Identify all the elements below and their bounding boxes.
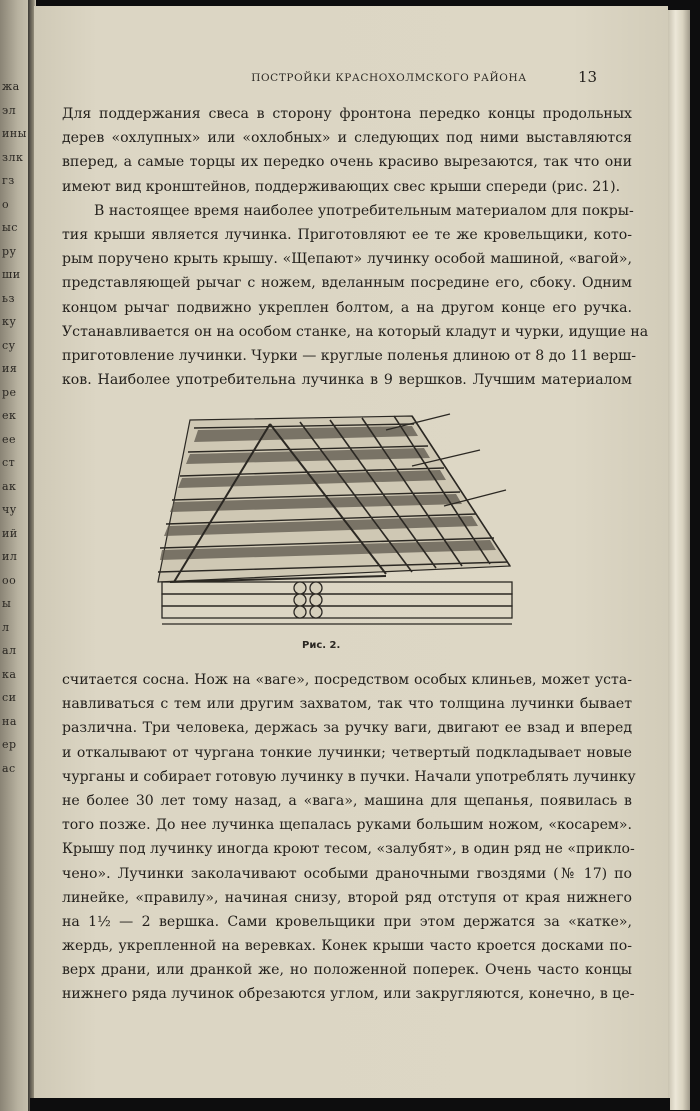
left-page-text-fragment: ыс (2, 221, 18, 234)
left-page-text-fragment: си (2, 691, 17, 704)
text-line: Устанавливается он на особом станке, на который кладут и чурки, идущие на (62, 323, 649, 340)
left-page-text-fragment: ши (2, 268, 21, 281)
left-page-text-fragment: ас (2, 761, 16, 775)
text-line: приготовление лучинки. Чурки — круглые поленья длиною от 8 до 11 верш- (62, 347, 636, 364)
roof-illustration (150, 406, 520, 636)
text-line: жердь, укрепленной на веревках. Конек крыши часто кроется досками по- (62, 938, 632, 955)
text-line: дерев «охлупных» или «охлобных» и следующих под ними выставляются (62, 130, 632, 147)
text-line: чурганы и собирает готовую лучинку в пучки. Начали употреблять лучинку (62, 768, 636, 785)
left-page-text-fragment: ил (2, 550, 18, 563)
text-line: и откалывают от чургана тонкие лучинки; четвертый подкладывает новые (62, 744, 632, 761)
left-page-text-fragment: эл (2, 103, 17, 117)
text-line: верх драни, или дранкой же, но положенной поперек. Очень часто концы (62, 962, 632, 979)
text-block-top (62, 102, 649, 392)
text-line: чено». Лучинки заколачивают особыми драночными гвоздями (№ 17) по (62, 865, 632, 882)
text-line: на 1½ — 2 вершка. Сами кровельщики при этом держатся за «катке», (62, 913, 632, 930)
left-page-text-fragment: ал (2, 644, 17, 657)
left-page-text-fragment: оо (2, 573, 17, 587)
text-line: различна. Три человека, держась за ручку ваги, двигают ее взад и вперед (62, 720, 632, 737)
text-line: навливаться с тем или другим захватом, так что толщина лучинки бывает (62, 696, 632, 713)
left-page-text-fragment: л (2, 620, 10, 634)
left-page-text-fragment: ины (2, 127, 27, 140)
left-page-text-fragment: ия (2, 362, 18, 375)
text-line: Для поддержания свеса в сторону фронтона передко концы продольных (62, 106, 632, 122)
text-line: линейке, «правилу», начиная снизу, второй ряд отступя от края нижнего (62, 889, 632, 906)
text-line: того позже. До нее лучинка щепалась руками большим ножом, «косарем». (62, 817, 632, 834)
left-page-text-fragment: жа (2, 80, 20, 93)
page-number: 13 (578, 68, 598, 86)
left-page-text-fragment: ий (2, 526, 18, 540)
figure-caption: Рис. 2. (302, 640, 341, 651)
text-line: тия крыши является лучинка. Приготовляют ее те же кровельщики, кото- (62, 226, 632, 243)
left-page-text-fragment: ку (2, 315, 17, 328)
left-page-text-fragment: ер (2, 738, 17, 751)
left-page-text-fragment: злк (2, 150, 24, 164)
text-line: нижнего ряда лучинок обрезаются углом, или закругляются, конечно, в це- (62, 986, 635, 1003)
text-line: Крышу под лучинку иногда кроют тесом, «залубят», в один ряд не «прикло- (62, 841, 635, 858)
text-line: рым поручено крыть крышу. «Щепают» лучинку особой машиной, «вагой», (62, 251, 632, 268)
text-line: вперед, а самые торцы их передко очень красиво вырезаются, так что они (62, 154, 632, 171)
text-line: представляющей рычаг с ножем, вделанным посредине его, сбоку. Одним (62, 275, 632, 292)
left-page-edge (0, 0, 30, 1111)
left-page-text-fragment: чу (2, 503, 17, 516)
left-page-text-fragment: ек (2, 409, 17, 422)
running-header: ПОСТРОЙКИ КРАСНОХОЛМСКОГО РАЙОНА (251, 72, 527, 84)
left-page-text-fragment: су (2, 338, 16, 352)
left-page-text-fragment: гз (2, 174, 15, 187)
text-line: не более 30 лет тому назад, а «вага», машина для щепанья, появилась в (62, 792, 632, 809)
left-page-text-fragment: ст (2, 456, 16, 469)
text-line: концом рычаг подвижно укреплен болтом, а на другом конце его ручка. (62, 299, 632, 316)
page-stack-edge (666, 10, 690, 1110)
left-page-text-fragment: ру (2, 244, 17, 258)
left-page-text-fragment: ка (2, 667, 17, 681)
left-page-text-fragment: ре (2, 385, 17, 399)
text-block-bottom (62, 668, 636, 1007)
bottom-shadow (30, 1098, 670, 1111)
left-page-text-fragment: ьз (2, 291, 15, 305)
text-line: ков. Наиболее употребительна лучинка в 9 вершков. Лучшим материалом (62, 372, 632, 389)
left-page-text-fragment: ы (2, 597, 12, 610)
text-line: имеют вид кронштейнов, поддерживающих свес крыши спереди (рис. 21). (62, 178, 621, 195)
left-page-text-fragment: о (2, 197, 10, 211)
left-page-text-fragment: ее (2, 432, 17, 446)
text-line: считается сосна. Нож на «ваге», посредством особых клиньев, может уста- (62, 672, 632, 688)
book-page (34, 6, 668, 1104)
text-line: В настоящее время наиболее употребительным материалом для покры- (94, 202, 634, 219)
left-page-text-fragment: на (2, 714, 17, 728)
left-page-text-fragment: ак (2, 479, 17, 493)
